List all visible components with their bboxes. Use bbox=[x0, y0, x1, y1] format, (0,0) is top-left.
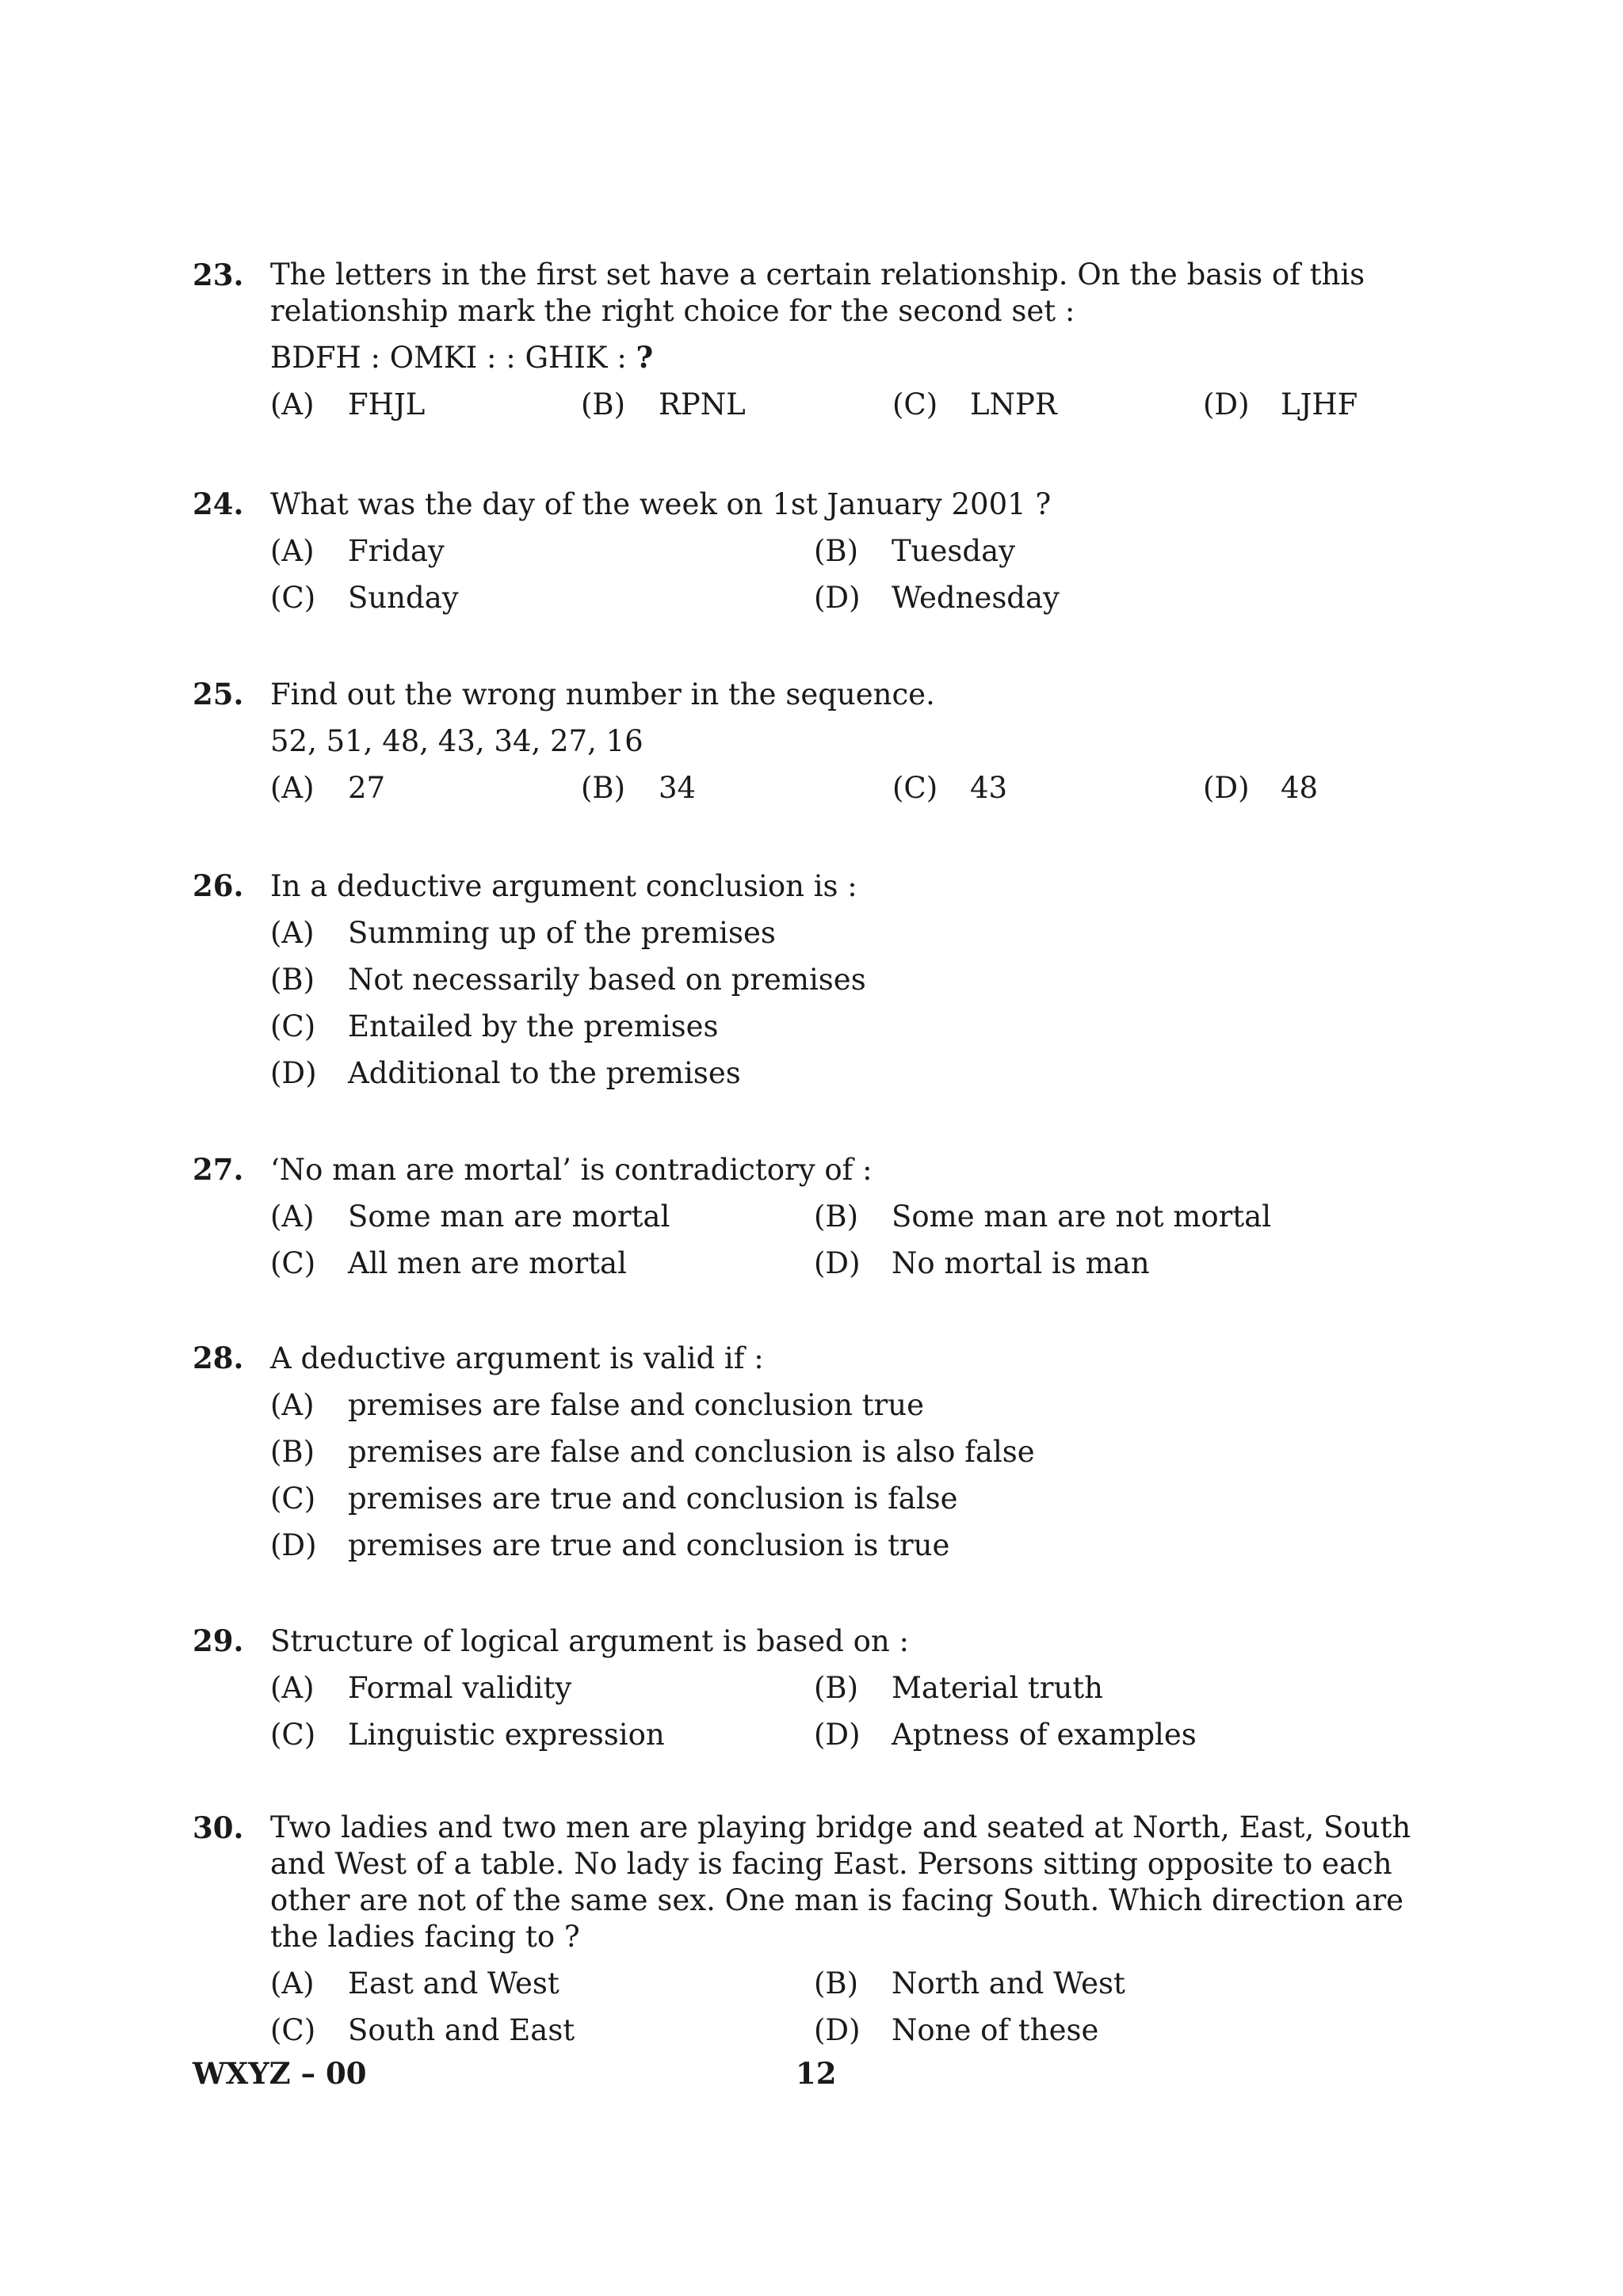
option-d[interactable]: (D) Additional to the premises bbox=[270, 1056, 741, 1090]
options-row bbox=[270, 2007, 1445, 2054]
option-b[interactable]: (B) Tuesday bbox=[814, 534, 1016, 568]
question-25 bbox=[193, 671, 1445, 811]
option-b[interactable]: (B) 34 bbox=[581, 771, 697, 805]
option-b[interactable]: (B) Material truth bbox=[814, 1671, 1103, 1705]
option-a[interactable]: (A) Friday bbox=[270, 534, 445, 568]
question-number: 29. bbox=[193, 1623, 244, 1658]
options-row bbox=[270, 574, 1445, 621]
option-b[interactable]: (B) Some man are not mortal bbox=[814, 1199, 1272, 1234]
option-d[interactable]: (D) Wednesday bbox=[814, 581, 1060, 615]
option-c[interactable]: (C) Entailed by the premises bbox=[270, 1009, 719, 1043]
option-a[interactable]: (A) FHJL bbox=[270, 387, 426, 421]
option-d[interactable]: (D) 48 bbox=[1203, 771, 1319, 805]
question-26 bbox=[193, 863, 1445, 1097]
question-29 bbox=[193, 1618, 1445, 1758]
question-sequence: 52, 51, 48, 43, 34, 27, 16 bbox=[270, 724, 643, 758]
question-number: 24. bbox=[193, 486, 244, 521]
page-number: 12 bbox=[796, 2056, 837, 2091]
option-d[interactable]: (D) LJHF bbox=[1203, 387, 1358, 421]
option-a[interactable]: (A) Formal validity bbox=[270, 1671, 572, 1705]
option-b[interactable]: (B) premises are false and conclusion is also false bbox=[270, 1435, 1035, 1469]
question-number: 26. bbox=[193, 868, 244, 903]
question-text: Find out the wrong number in the sequence. bbox=[270, 677, 935, 711]
question-23 bbox=[193, 252, 1445, 428]
options-row bbox=[270, 765, 1445, 811]
question-27 bbox=[193, 1146, 1445, 1287]
question-text: Two ladies and two men are playing bridge and seated at North, East, South and West of a table. No lady is facing East. Persons sitting opposite to each other are not of the same sex. One man is facing South. Which direction are the ladies facing to ? bbox=[270, 1810, 1411, 1954]
option-a[interactable]: (A) East and West bbox=[270, 1966, 559, 2000]
question-text: In a deductive argument conclusion is : bbox=[270, 869, 857, 903]
question-text: A deductive argument is valid if : bbox=[270, 1341, 764, 1375]
option-d[interactable]: (D) premises are true and conclusion is true bbox=[270, 1528, 950, 1562]
options-row bbox=[270, 1665, 1445, 1711]
options-list bbox=[270, 1382, 1445, 1569]
question-24 bbox=[193, 481, 1445, 621]
option-a[interactable]: (A) Summing up of the premises bbox=[270, 916, 776, 950]
option-c[interactable]: (C) Sunday bbox=[270, 581, 459, 615]
question-28 bbox=[193, 1335, 1445, 1569]
question-number: 25. bbox=[193, 677, 244, 711]
option-a[interactable]: (A) premises are false and conclusion true bbox=[270, 1388, 924, 1422]
question-number: 30. bbox=[193, 1810, 244, 1845]
question-extra: BDFH : OMKI : : GHIK : ? bbox=[270, 340, 654, 375]
options-row bbox=[270, 1193, 1445, 1240]
question-30 bbox=[193, 1805, 1445, 2054]
question-text: Structure of logical argument is based on : bbox=[270, 1624, 909, 1658]
option-a[interactable]: (A) 27 bbox=[270, 771, 386, 805]
option-d[interactable]: (D) Aptness of examples bbox=[814, 1718, 1197, 1752]
options-row bbox=[270, 1240, 1445, 1287]
options-list bbox=[270, 910, 1445, 1097]
option-c[interactable]: (C) premises are true and conclusion is false bbox=[270, 1482, 958, 1516]
question-text: What was the day of the week on 1st January 2001 ? bbox=[270, 487, 1052, 521]
question-number: 27. bbox=[193, 1152, 244, 1187]
option-b[interactable]: (B) Not necessarily based on premises bbox=[270, 963, 866, 997]
question-number: 23. bbox=[193, 257, 244, 292]
option-c[interactable]: (C) South and East bbox=[270, 2013, 575, 2047]
options-row bbox=[270, 381, 1445, 428]
option-d[interactable]: (D) None of these bbox=[814, 2013, 1099, 2047]
question-text: ‘No man are mortal’ is contradictory of : bbox=[270, 1153, 873, 1187]
options-row bbox=[270, 1711, 1445, 1758]
option-c[interactable]: (C) All men are mortal bbox=[270, 1246, 627, 1280]
option-b[interactable]: (B) RPNL bbox=[581, 387, 746, 421]
footer-code: WXYZ – 00 bbox=[193, 2056, 367, 2091]
options-row bbox=[270, 1960, 1445, 2007]
options-row bbox=[270, 528, 1445, 574]
option-d[interactable]: (D) No mortal is man bbox=[814, 1246, 1150, 1280]
question-number: 28. bbox=[193, 1341, 244, 1375]
option-b[interactable]: (B) North and West bbox=[814, 1966, 1125, 2000]
option-a[interactable]: (A) Some man are mortal bbox=[270, 1199, 670, 1234]
option-c[interactable]: (C) Linguistic expression bbox=[270, 1718, 665, 1752]
question-text: The letters in the first set have a certain relationship. On the basis of this relationship mark the right choice for the second set : bbox=[270, 257, 1365, 328]
option-c[interactable]: (C) 43 bbox=[892, 771, 1008, 805]
option-c[interactable]: (C) LNPR bbox=[892, 387, 1057, 421]
